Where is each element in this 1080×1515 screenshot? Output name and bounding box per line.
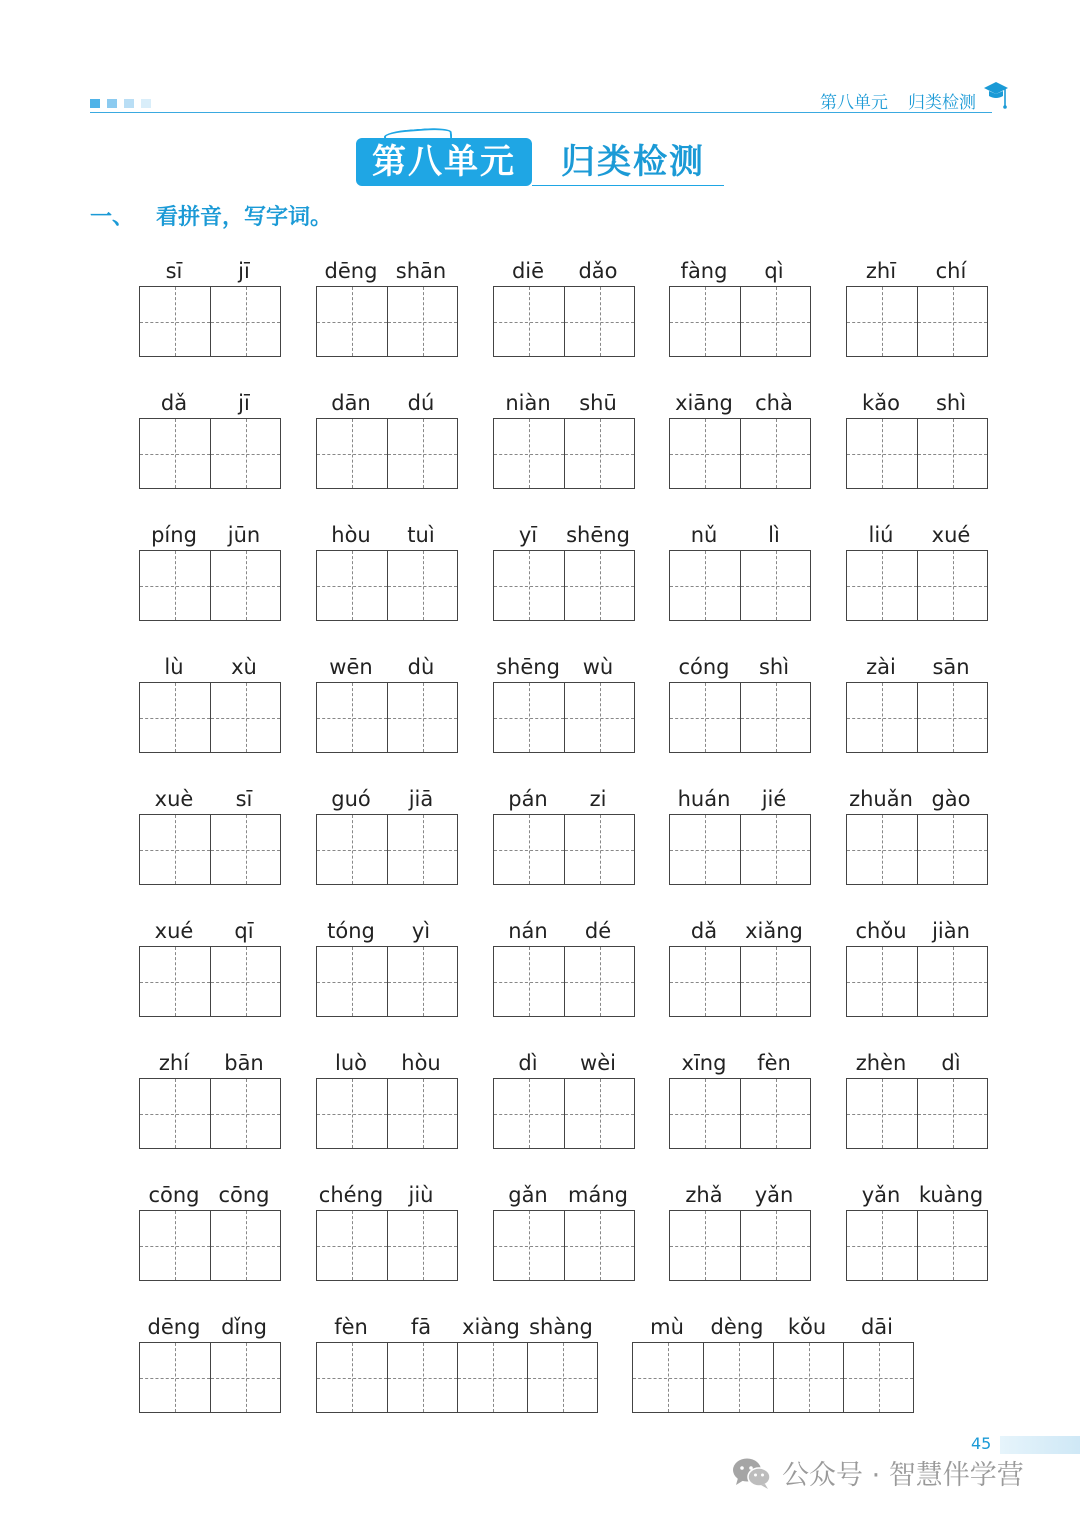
writing-grid[interactable] [139, 682, 281, 753]
tian-zi-cell[interactable] [670, 683, 740, 752]
pinyin-syllable: dāi [860, 1315, 894, 1339]
tian-zi-cell[interactable] [740, 683, 810, 752]
pinyin-syllable: xiāng [675, 391, 733, 415]
tian-zi-cell[interactable] [210, 1079, 280, 1148]
tian-zi-cell[interactable] [494, 287, 564, 356]
pinyin-syllable: jié [761, 787, 787, 811]
pinyin-syllable: dǎo [578, 259, 618, 283]
pinyin-syllable: shēng [496, 655, 560, 679]
pinyin-syllable: jiā [408, 787, 434, 811]
writing-grid[interactable] [669, 286, 811, 357]
tian-zi-cell[interactable] [917, 947, 987, 1016]
writing-grid[interactable] [846, 682, 988, 753]
pinyin-syllable: niàn [505, 391, 551, 415]
pinyin-syllable: sī [165, 259, 183, 283]
pinyin-syllable: tuì [407, 523, 435, 547]
pinyin-syllable: gǎn [508, 1183, 548, 1207]
pinyin-syllable: xiàng [462, 1315, 520, 1339]
tian-zi-cell[interactable] [210, 815, 280, 884]
tian-zi-cell[interactable] [917, 1211, 987, 1280]
tian-zi-cell[interactable] [670, 419, 740, 488]
tian-zi-cell[interactable] [740, 1211, 810, 1280]
tian-zi-cell[interactable] [564, 815, 634, 884]
pinyin-syllable: xīng [681, 1051, 727, 1075]
pinyin-syllable: xuè [154, 787, 194, 811]
tian-zi-cell[interactable] [494, 815, 564, 884]
writing-grid[interactable] [493, 418, 635, 489]
pinyin-syllable: fèn [334, 1315, 368, 1339]
tian-zi-cell[interactable] [917, 1079, 987, 1148]
writing-grid[interactable] [316, 418, 458, 489]
writing-grid[interactable] [316, 550, 458, 621]
pinyin-syllable: zài [866, 655, 896, 679]
writing-grid[interactable] [139, 286, 281, 357]
writing-grid[interactable] [669, 682, 811, 753]
tian-zi-cell[interactable] [847, 815, 917, 884]
writing-grid[interactable] [316, 1210, 458, 1281]
pinyin-syllable: xué [931, 523, 971, 547]
pinyin-syllable: shàng [529, 1315, 593, 1339]
tian-zi-cell[interactable] [317, 683, 387, 752]
tian-zi-cell[interactable] [527, 1343, 597, 1412]
tian-zi-cell[interactable] [387, 1211, 457, 1280]
tian-zi-cell[interactable] [317, 419, 387, 488]
graduation-cap-icon [982, 80, 1008, 110]
pinyin-syllable: zhǎ [685, 1183, 723, 1207]
pinyin-syllable: xué [154, 919, 194, 943]
tian-zi-cell[interactable] [740, 287, 810, 356]
tian-zi-cell[interactable] [564, 287, 634, 356]
tian-zi-cell[interactable] [387, 419, 457, 488]
tian-zi-cell[interactable] [843, 1343, 913, 1412]
tian-zi-cell[interactable] [140, 683, 210, 752]
tian-zi-cell[interactable] [140, 287, 210, 356]
pinyin-syllable: wèi [580, 1051, 616, 1075]
pinyin-syllable: nán [508, 919, 548, 943]
pinyin-syllable: jūn [227, 523, 261, 547]
pinyin-syllable: luò [335, 1051, 367, 1075]
pinyin-syllable: kǎo [862, 391, 900, 415]
writing-grid[interactable] [669, 1078, 811, 1149]
writing-grid[interactable] [846, 550, 988, 621]
pinyin-syllable: tóng [327, 919, 375, 943]
header-square [141, 99, 151, 108]
wechat-icon [732, 1456, 772, 1490]
writing-grid[interactable] [846, 946, 988, 1017]
pinyin-syllable: chéng [318, 1183, 384, 1207]
pinyin-syllable: shū [579, 391, 617, 415]
writing-grid[interactable] [316, 286, 458, 357]
pinyin-syllable: liú [868, 523, 894, 547]
tian-zi-cell[interactable] [564, 419, 634, 488]
tian-zi-cell[interactable] [317, 1211, 387, 1280]
tian-zi-cell[interactable] [387, 815, 457, 884]
tian-zi-cell[interactable] [740, 1079, 810, 1148]
pinyin-syllable: sān [932, 655, 970, 679]
writing-grid[interactable] [669, 418, 811, 489]
tian-zi-cell[interactable] [494, 419, 564, 488]
title-underline [532, 185, 724, 186]
tian-zi-cell[interactable] [917, 683, 987, 752]
writing-grid[interactable] [632, 1342, 914, 1413]
pinyin-syllable: sī [235, 787, 253, 811]
pinyin-syllable: yī [518, 523, 538, 547]
tian-zi-cell[interactable] [317, 287, 387, 356]
pinyin-syllable: chà [755, 391, 793, 415]
header-square [107, 99, 117, 108]
pinyin-syllable: fèn [757, 1051, 791, 1075]
tian-zi-cell[interactable] [670, 287, 740, 356]
tian-zi-cell[interactable] [740, 815, 810, 884]
writing-grid[interactable] [493, 286, 635, 357]
pinyin-syllable: jiù [408, 1183, 434, 1207]
page-number-bar [1000, 1436, 1080, 1454]
pinyin-syllable: qì [764, 259, 784, 283]
pinyin-syllable: jī [238, 259, 250, 283]
pinyin-syllable: dé [584, 919, 612, 943]
tian-zi-cell[interactable] [670, 815, 740, 884]
pinyin-syllable: dú [407, 391, 435, 415]
tian-zi-cell[interactable] [210, 287, 280, 356]
pinyin-syllable: cóng [678, 655, 730, 679]
tian-zi-cell[interactable] [847, 287, 917, 356]
pinyin-syllable: zhuǎn [849, 787, 913, 811]
pinyin-syllable: yǎn [754, 1183, 794, 1207]
tian-zi-cell[interactable] [494, 1079, 564, 1148]
pinyin-syllable: xù [231, 655, 257, 679]
watermark [732, 1453, 1024, 1492]
writing-grid[interactable] [139, 550, 281, 621]
writing-grid[interactable] [846, 418, 988, 489]
writing-grid[interactable] [316, 682, 458, 753]
tian-zi-cell[interactable] [917, 551, 987, 620]
writing-grid[interactable] [493, 946, 635, 1017]
tian-zi-cell[interactable] [670, 1211, 740, 1280]
tian-zi-cell[interactable] [457, 1343, 527, 1412]
pinyin-syllable: wēn [329, 655, 373, 679]
pinyin-syllable: chí [935, 259, 967, 283]
pinyin-syllable: dēng [324, 259, 378, 283]
pinyin-syllable: guó [331, 787, 371, 811]
section-number: 一、 [90, 205, 135, 230]
tian-zi-cell[interactable] [564, 683, 634, 752]
pinyin-syllable: shì [935, 391, 967, 415]
tian-zi-cell[interactable] [210, 1211, 280, 1280]
tian-zi-cell[interactable] [387, 1343, 457, 1412]
tian-zi-cell[interactable] [564, 1079, 634, 1148]
writing-grid[interactable] [846, 1078, 988, 1149]
writing-grid[interactable] [139, 1342, 281, 1413]
tian-zi-cell[interactable] [917, 287, 987, 356]
writing-grid[interactable] [139, 1078, 281, 1149]
tian-zi-cell[interactable] [773, 1343, 843, 1412]
section-heading [90, 200, 332, 231]
tian-zi-cell[interactable] [140, 947, 210, 1016]
header-squares [90, 99, 151, 108]
tian-zi-cell[interactable] [847, 683, 917, 752]
tian-zi-cell[interactable] [494, 551, 564, 620]
tian-zi-cell[interactable] [140, 551, 210, 620]
pinyin-syllable: dān [331, 391, 371, 415]
tian-zi-cell[interactable] [317, 815, 387, 884]
section-instruction: 看拼音，写字词。 [156, 205, 333, 230]
writing-grid[interactable] [669, 550, 811, 621]
writing-grid[interactable] [669, 1210, 811, 1281]
tian-zi-cell[interactable] [633, 1343, 703, 1412]
pinyin-syllable: qī [234, 919, 254, 943]
tian-zi-cell[interactable] [703, 1343, 773, 1412]
writing-grid[interactable] [316, 1078, 458, 1149]
writing-grid[interactable] [493, 1078, 635, 1149]
pinyin-syllable: dǎ [160, 391, 188, 415]
pinyin-syllable: máng [568, 1183, 628, 1207]
pinyin-syllable: pán [508, 787, 548, 811]
page-title-unit: 第八单元 [372, 142, 516, 182]
pinyin-syllable: shì [758, 655, 790, 679]
pinyin-syllable: dēng [147, 1315, 201, 1339]
writing-grid[interactable] [139, 814, 281, 885]
writing-grid[interactable] [493, 550, 635, 621]
page-title-section: 归类检测 [561, 142, 705, 182]
page-number: 45 [971, 1434, 992, 1453]
pinyin-syllable: zhèn [855, 1051, 907, 1075]
pinyin-syllable: cōng [218, 1183, 270, 1207]
tian-zi-cell[interactable] [564, 551, 634, 620]
pinyin-syllable: lù [164, 655, 184, 679]
tian-zi-cell[interactable] [494, 947, 564, 1016]
pinyin-syllable: yǎn [861, 1183, 901, 1207]
pinyin-syllable: wù [582, 655, 614, 679]
tian-zi-cell[interactable] [210, 419, 280, 488]
tian-zi-cell[interactable] [210, 551, 280, 620]
running-header-unit: 第八单元 [820, 93, 888, 113]
header-square [90, 99, 100, 108]
tian-zi-cell[interactable] [847, 419, 917, 488]
pinyin-syllable: dì [941, 1051, 961, 1075]
pinyin-syllable: píng [151, 523, 197, 547]
pinyin-syllable: hòu [331, 523, 371, 547]
tian-zi-cell[interactable] [494, 1211, 564, 1280]
pinyin-syllable: shēng [566, 523, 630, 547]
pinyin-syllable: dù [407, 655, 435, 679]
tian-zi-cell[interactable] [387, 287, 457, 356]
tian-zi-cell[interactable] [210, 947, 280, 1016]
tian-zi-cell[interactable] [847, 947, 917, 1016]
pinyin-syllable: lì [768, 523, 780, 547]
writing-grid[interactable] [846, 286, 988, 357]
tian-zi-cell[interactable] [917, 815, 987, 884]
tian-zi-cell[interactable] [387, 551, 457, 620]
tian-zi-cell[interactable] [847, 551, 917, 620]
writing-grid[interactable] [846, 1210, 988, 1281]
tian-zi-cell[interactable] [387, 683, 457, 752]
writing-grid[interactable] [669, 814, 811, 885]
pinyin-syllable: shān [395, 259, 447, 283]
pinyin-syllable: dì [518, 1051, 538, 1075]
pinyin-syllable: yì [411, 919, 431, 943]
writing-grid[interactable] [139, 418, 281, 489]
tian-zi-cell[interactable] [847, 1079, 917, 1148]
writing-grid[interactable] [316, 1342, 598, 1413]
writing-grid[interactable] [493, 1210, 635, 1281]
pinyin-syllable: xiǎng [745, 919, 803, 943]
pinyin-syllable: zhí [158, 1051, 190, 1075]
pinyin-syllable: zi [589, 787, 607, 811]
pinyin-syllable: zhī [865, 259, 897, 283]
pinyin-syllable: dǐng [221, 1315, 267, 1339]
tian-zi-cell[interactable] [210, 683, 280, 752]
tian-zi-cell[interactable] [317, 551, 387, 620]
tian-zi-cell[interactable] [140, 419, 210, 488]
tian-zi-cell[interactable] [140, 1343, 210, 1412]
writing-grid[interactable] [139, 946, 281, 1017]
tian-zi-cell[interactable] [140, 815, 210, 884]
writing-grid[interactable] [669, 946, 811, 1017]
pinyin-syllable: jiàn [932, 919, 970, 943]
tian-zi-cell[interactable] [740, 419, 810, 488]
pinyin-syllable: chǒu [855, 919, 907, 943]
tian-zi-cell[interactable] [494, 683, 564, 752]
watermark-text: 公众号 · 智慧伴学营 [782, 1460, 1024, 1491]
tian-zi-cell[interactable] [847, 1211, 917, 1280]
tian-zi-cell[interactable] [740, 551, 810, 620]
pinyin-syllable: cōng [148, 1183, 200, 1207]
pinyin-syllable: fàng [680, 259, 728, 283]
pinyin-syllable: diē [511, 259, 545, 283]
pinyin-syllable: huán [677, 787, 731, 811]
tian-zi-cell[interactable] [317, 1343, 387, 1412]
pinyin-syllable: hòu [401, 1051, 441, 1075]
header-square [124, 99, 134, 108]
tian-zi-cell[interactable] [917, 419, 987, 488]
running-header [820, 88, 992, 113]
writing-grid[interactable] [846, 814, 988, 885]
writing-grid[interactable] [316, 946, 458, 1017]
pinyin-syllable: jī [238, 391, 250, 415]
writing-grid[interactable] [493, 814, 635, 885]
tian-zi-cell[interactable] [564, 1211, 634, 1280]
writing-grid[interactable] [316, 814, 458, 885]
pinyin-syllable: bān [224, 1051, 264, 1075]
tian-zi-cell[interactable] [670, 947, 740, 1016]
pinyin-syllable: dèng [710, 1315, 764, 1339]
pinyin-syllable: dǎ [690, 919, 718, 943]
pinyin-syllable: mù [650, 1315, 684, 1339]
pinyin-syllable: nǔ [690, 523, 718, 547]
pinyin-syllable: fā [410, 1315, 432, 1339]
tian-zi-cell[interactable] [140, 1211, 210, 1280]
pinyin-syllable: kǒu [787, 1315, 827, 1339]
running-header-section: 归类检测 [908, 93, 976, 113]
writing-grid[interactable] [139, 1210, 281, 1281]
tian-zi-cell[interactable] [140, 1079, 210, 1148]
tian-zi-cell[interactable] [317, 947, 387, 1016]
pinyin-syllable: gào [931, 787, 971, 811]
tian-zi-cell[interactable] [210, 1343, 280, 1412]
writing-grid[interactable] [493, 682, 635, 753]
tian-zi-cell[interactable] [564, 947, 634, 1016]
tian-zi-cell[interactable] [387, 947, 457, 1016]
tian-zi-cell[interactable] [387, 1079, 457, 1148]
tian-zi-cell[interactable] [670, 1079, 740, 1148]
tian-zi-cell[interactable] [317, 1079, 387, 1148]
pinyin-syllable: kuàng [918, 1183, 984, 1207]
tian-zi-cell[interactable] [670, 551, 740, 620]
tian-zi-cell[interactable] [740, 947, 810, 1016]
